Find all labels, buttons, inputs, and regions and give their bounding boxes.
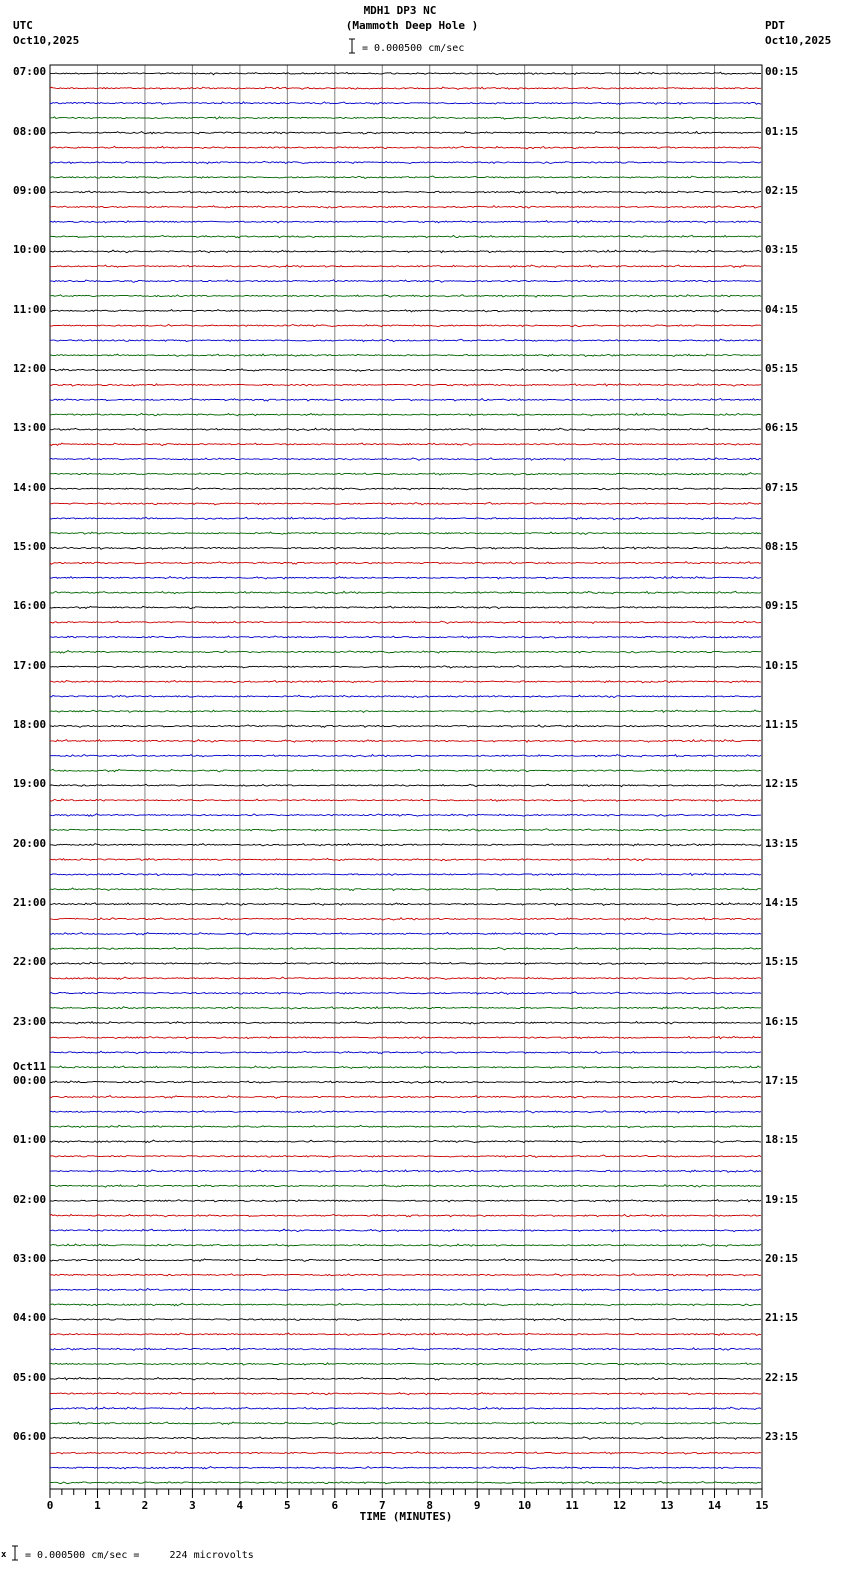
left-date: Oct10,2025 xyxy=(13,34,80,47)
trace-line xyxy=(50,488,761,490)
x-tick-label: 4 xyxy=(236,1499,244,1512)
station-title: MDH1 DP3 NC xyxy=(363,4,437,17)
footer-scale-bar-icon xyxy=(10,1545,20,1562)
trace-line xyxy=(50,1422,761,1425)
footer-scale-note: = 0.000500 cm/sec = 224 microvolts xyxy=(25,1550,254,1561)
utc-hour-label: 03:00 xyxy=(13,1252,47,1266)
trace-line xyxy=(50,1274,761,1277)
utc-hour-label: 23:00 xyxy=(13,1014,47,1028)
trace-line xyxy=(50,769,761,772)
trace-line xyxy=(50,591,761,594)
trace-line xyxy=(50,443,761,446)
trace-line xyxy=(50,517,761,520)
right-date: Oct10,2025 xyxy=(765,34,832,47)
trace-line xyxy=(50,1289,761,1291)
trace-line xyxy=(50,221,761,224)
trace-line xyxy=(50,532,761,535)
date-change-label: Oct11 xyxy=(13,1060,47,1074)
trace-line xyxy=(50,1051,761,1054)
trace-line xyxy=(50,740,761,743)
trace-line xyxy=(50,206,761,209)
trace-line xyxy=(50,1259,761,1262)
x-tick-label: 10 xyxy=(518,1499,532,1512)
x-tick-label: 8 xyxy=(426,1499,434,1512)
trace-line xyxy=(50,666,761,669)
pdt-hour-label: 15:15 xyxy=(765,955,799,969)
trace-line xyxy=(50,695,761,698)
utc-hour-label: 22:00 xyxy=(13,955,47,969)
utc-hour-label: 13:00 xyxy=(13,421,47,435)
pdt-hour-label: 01:15 xyxy=(765,124,799,138)
x-tick-label: 3 xyxy=(189,1499,196,1512)
trace-line xyxy=(50,725,761,728)
x-tick-label: 2 xyxy=(141,1499,149,1512)
x-tick-label: 11 xyxy=(565,1499,579,1512)
trace-line xyxy=(50,428,761,431)
pdt-hour-label: 19:15 xyxy=(765,1192,799,1206)
utc-hour-label: 11:00 xyxy=(13,302,47,316)
trace-line xyxy=(50,888,761,891)
utc-hour-label: 06:00 xyxy=(13,1430,47,1444)
pdt-hour-label: 18:15 xyxy=(765,1133,799,1147)
utc-hour-label: 15:00 xyxy=(13,540,47,554)
trace-line xyxy=(50,784,761,787)
trace-line xyxy=(50,992,761,995)
utc-hour-label: 16:00 xyxy=(13,599,47,613)
pdt-hour-label: 03:15 xyxy=(765,243,799,257)
trace-line xyxy=(50,1155,761,1158)
trace-line xyxy=(50,1318,761,1320)
footer-marker: x xyxy=(1,1550,7,1560)
trace-line xyxy=(50,814,761,817)
right-timezone: PDT xyxy=(765,19,785,32)
trace-line xyxy=(50,399,761,402)
x-axis-label: TIME (MINUTES) xyxy=(359,1510,453,1523)
trace-line xyxy=(50,458,761,461)
utc-hour-label: 19:00 xyxy=(13,777,47,791)
utc-hour-label: 00:00 xyxy=(13,1074,47,1088)
trace-line xyxy=(50,384,761,387)
trace-line xyxy=(50,87,761,90)
utc-hour-label: 07:00 xyxy=(13,65,47,79)
pdt-hour-label: 07:15 xyxy=(765,480,799,494)
pdt-hour-label: 08:15 xyxy=(765,540,799,554)
trace-line xyxy=(50,1333,761,1336)
pdt-hour-label: 21:15 xyxy=(765,1311,799,1325)
pdt-hour-label: 12:15 xyxy=(765,777,799,791)
trace-line xyxy=(50,1481,761,1484)
trace-line xyxy=(50,369,761,372)
trace-line xyxy=(50,1185,761,1188)
trace-line xyxy=(50,339,761,341)
x-tick-label: 5 xyxy=(284,1499,291,1512)
trace-line xyxy=(50,1437,761,1439)
trace-line xyxy=(50,473,761,476)
trace-line xyxy=(50,577,761,580)
trace-line xyxy=(50,1096,761,1099)
trace-line xyxy=(50,1452,761,1454)
pdt-hour-label: 02:15 xyxy=(765,184,799,198)
trace-line xyxy=(50,72,761,75)
trace-line xyxy=(50,873,761,875)
trace-line xyxy=(50,755,761,758)
utc-hour-label: 18:00 xyxy=(13,718,47,732)
utc-hour-label: 08:00 xyxy=(13,124,47,138)
utc-hour-label: 04:00 xyxy=(13,1311,47,1325)
station-location: (Mammoth Deep Hole ) xyxy=(345,19,479,32)
trace-line xyxy=(50,680,761,682)
trace-line xyxy=(50,947,761,949)
pdt-hour-label: 00:15 xyxy=(765,65,799,79)
x-tick-label: 6 xyxy=(331,1499,339,1512)
trace-line xyxy=(50,1407,761,1410)
pdt-hour-label: 17:15 xyxy=(765,1074,799,1088)
pdt-hour-label: 05:15 xyxy=(765,362,799,376)
trace-line xyxy=(50,1022,761,1025)
pdt-hour-label: 16:15 xyxy=(765,1014,799,1028)
trace-line xyxy=(50,933,761,936)
trace-line xyxy=(50,844,761,847)
trace-line xyxy=(50,265,761,268)
trace-line xyxy=(50,413,761,416)
pdt-hour-label: 13:15 xyxy=(765,836,799,850)
trace-line xyxy=(50,1170,761,1172)
utc-hour-label: 10:00 xyxy=(13,243,47,257)
utc-hour-label: 17:00 xyxy=(13,658,47,672)
utc-hour-label: 05:00 xyxy=(13,1370,47,1384)
trace-line xyxy=(50,146,761,149)
trace-line xyxy=(50,962,761,964)
trace-line xyxy=(50,250,761,253)
trace-line xyxy=(50,1363,761,1365)
trace-line xyxy=(50,918,761,920)
trace-line xyxy=(50,858,761,861)
x-tick-label: 15 xyxy=(755,1499,769,1512)
pdt-hour-label: 22:15 xyxy=(765,1370,799,1384)
trace-line xyxy=(50,636,761,638)
x-tick-label: 7 xyxy=(378,1499,386,1512)
x-tick-label: 1 xyxy=(94,1499,101,1512)
trace-line xyxy=(50,799,761,801)
pdt-hour-label: 11:15 xyxy=(765,718,799,732)
utc-hour-label: 02:00 xyxy=(13,1192,47,1206)
trace-line xyxy=(50,161,761,163)
pdt-hour-label: 23:15 xyxy=(765,1430,799,1444)
trace-line xyxy=(50,1007,761,1010)
trace-line xyxy=(50,562,761,565)
x-tick-label: 9 xyxy=(473,1499,481,1512)
pdt-hour-label: 04:15 xyxy=(765,302,799,316)
trace-line xyxy=(50,354,761,357)
trace-line xyxy=(50,1140,761,1143)
x-tick-label: 12 xyxy=(612,1499,627,1512)
x-tick-label: 13 xyxy=(660,1499,674,1512)
trace-line xyxy=(50,235,761,238)
trace-line xyxy=(50,1303,761,1306)
trace-line xyxy=(50,132,761,134)
utc-hour-label: 20:00 xyxy=(13,836,47,850)
left-timezone: UTC xyxy=(13,19,33,32)
utc-hour-label: 12:00 xyxy=(13,362,47,376)
trace-line xyxy=(50,1066,761,1069)
pdt-hour-label: 06:15 xyxy=(765,421,799,435)
x-tick-label: 0 xyxy=(46,1499,54,1512)
trace-line xyxy=(50,1214,761,1217)
trace-line xyxy=(50,651,761,654)
pdt-hour-label: 10:15 xyxy=(765,658,799,672)
trace-line xyxy=(50,280,761,283)
x-tick-label: 14 xyxy=(707,1499,722,1512)
trace-line xyxy=(50,324,761,326)
trace-line xyxy=(50,102,761,105)
trace-line xyxy=(50,1125,761,1128)
trace-line xyxy=(50,191,761,193)
trace-line xyxy=(50,829,761,831)
utc-hour-label: 21:00 xyxy=(13,896,47,910)
trace-line xyxy=(50,1081,761,1084)
trace-line xyxy=(50,502,761,505)
trace-line xyxy=(50,1348,761,1351)
pdt-hour-label: 14:15 xyxy=(765,896,799,910)
pdt-hour-label: 20:15 xyxy=(765,1252,799,1266)
utc-hour-label: 14:00 xyxy=(13,480,47,494)
utc-hour-label: 01:00 xyxy=(13,1133,47,1147)
trace-line xyxy=(50,1200,761,1202)
trace-line xyxy=(50,1467,761,1469)
pdt-hour-label: 09:15 xyxy=(765,599,799,613)
trace-line xyxy=(50,1378,761,1381)
trace-line xyxy=(50,977,761,979)
trace-line xyxy=(50,117,761,119)
trace-line xyxy=(50,903,761,906)
trace-line xyxy=(50,1111,761,1113)
trace-line xyxy=(50,621,761,624)
trace-line xyxy=(50,606,761,609)
trace-line xyxy=(50,310,761,312)
scale-label: = 0.000500 cm/sec xyxy=(362,43,465,54)
trace-line xyxy=(50,1036,761,1038)
trace-line xyxy=(50,295,761,298)
trace-line xyxy=(50,1229,761,1232)
trace-line xyxy=(50,710,761,712)
trace-line xyxy=(50,1392,761,1395)
utc-hour-label: 09:00 xyxy=(13,184,47,198)
trace-line xyxy=(50,176,761,179)
trace-line xyxy=(50,547,761,550)
trace-line xyxy=(50,1244,761,1247)
